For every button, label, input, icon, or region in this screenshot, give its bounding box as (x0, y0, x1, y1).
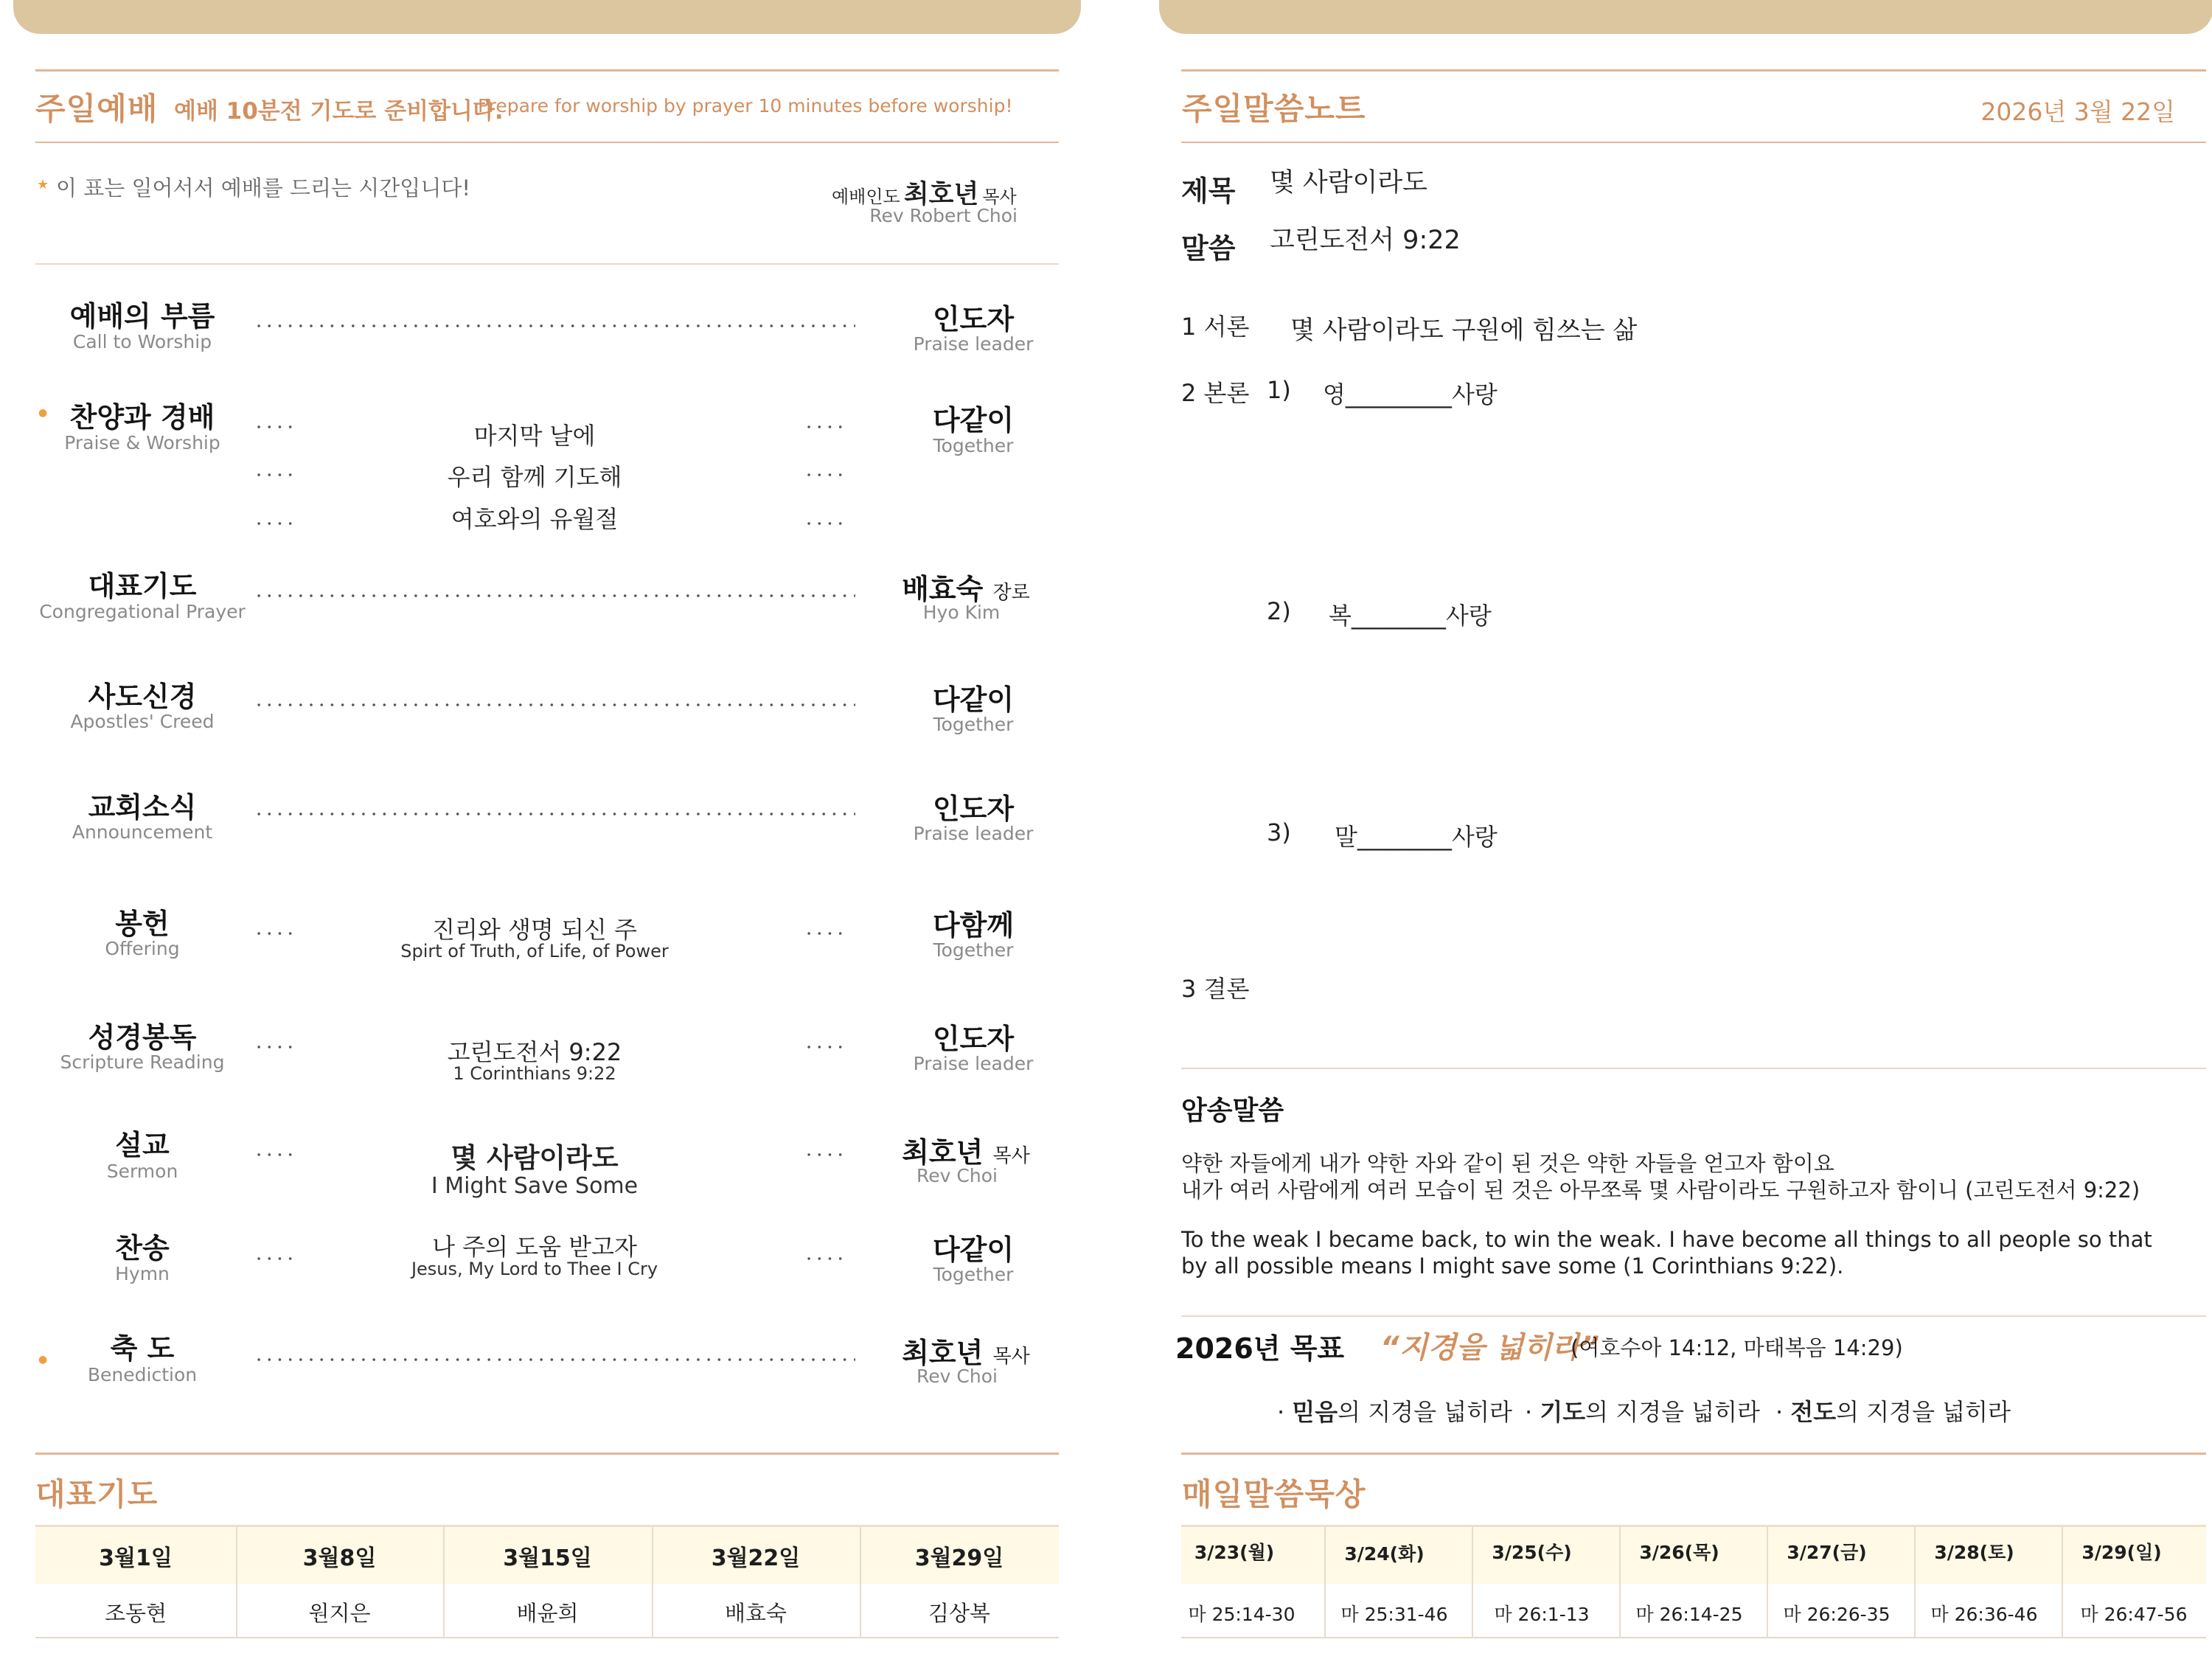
daily-reference: 마 26:1-13 (1494, 1604, 1590, 1625)
worship-subtitle-en: Prepare for worship by prayer 10 minutes before worship! (478, 95, 1013, 116)
point-number: 1) (1267, 376, 1291, 404)
leader-dots (254, 930, 298, 937)
scripture-text: 고린도전서 9:22 (1270, 226, 1461, 255)
daily-date: 3/25(수) (1492, 1542, 1572, 1563)
order-leader: 배효숙 장로 (902, 573, 1030, 605)
order-item-subtitle: Congregational Prayer (39, 601, 246, 622)
daily-date: 3/27(금) (1787, 1542, 1867, 1563)
worship-title: 주일예배 (35, 91, 159, 127)
order-leader-en: Praise leader (913, 333, 1034, 355)
leader-dots (254, 471, 298, 479)
daily-reference: 마 26:26-35 (1783, 1604, 1891, 1625)
leader-dots (804, 1151, 848, 1158)
goal-item: · 믿음의 지경을 넓히라 (1277, 1398, 1512, 1426)
order-item-title: 예배의 부름 (69, 300, 215, 333)
leader-dots (804, 520, 848, 527)
daily-date: 3/28(토) (1934, 1542, 2014, 1563)
star-icon: ● (38, 407, 48, 419)
sermon-title-en: I Might Save Some (431, 1173, 639, 1199)
memory-ko-line: 약한 자들에게 내가 약한 자와 같이 된 것은 약한 자들을 얻고자 함이요 (1181, 1151, 1834, 1176)
order-leader-en: Hyo Kim (922, 602, 1001, 623)
order-leader: 다같이 (932, 404, 1015, 437)
goal-item: · 전도의 지경을 넓히라 (1775, 1398, 2011, 1426)
leader-dots (804, 423, 848, 431)
point-blank: 복________사랑 (1329, 602, 1492, 630)
leader-dots (254, 1255, 298, 1262)
order-item-title: 찬송 (115, 1232, 170, 1265)
order-leader: 최호년 목사 (902, 1136, 1030, 1169)
prayer-date: 3월1일 (99, 1545, 173, 1571)
leader-dots (254, 592, 855, 599)
point-number: 2) (1267, 597, 1291, 625)
order-leader: 다같이 (932, 684, 1015, 716)
prayer-date: 3월29일 (914, 1545, 1004, 1571)
star-icon: ● (38, 1354, 48, 1366)
divider (1181, 142, 2206, 143)
prayer-name: 배효숙 (724, 1601, 787, 1626)
daily-reading-title: 매일말씀묵상 (1182, 1476, 1366, 1512)
daily-reference: 마 26:47-56 (2080, 1604, 2188, 1625)
order-item-subtitle: Scripture Reading (60, 1051, 225, 1073)
leader-dots (254, 520, 298, 527)
order-leader: 다함께 (932, 909, 1015, 942)
subject-label: 제목 (1181, 175, 1236, 207)
column-divider (1619, 1527, 1621, 1638)
leader-dots (254, 423, 298, 431)
order-leader-en: Together (933, 1264, 1014, 1285)
point-blank: 말________사랑 (1335, 823, 1498, 851)
daily-reference: 마 25:14-30 (1188, 1604, 1295, 1625)
memory-ko-line: 내가 여러 사람에게 여러 모습이 된 것은 아무쪼록 몇 사람이라도 구원하고자 함이니 (고린도전서 9:22) (1181, 1178, 2140, 1203)
prayer-title: 대표기도 (35, 1476, 159, 1512)
left-header-tab (13, 0, 1081, 34)
order-leader: 다같이 (932, 1234, 1015, 1266)
conclusion-label: 3 결론 (1181, 975, 1250, 1003)
goal-item: · 기도의 지경을 넓히라 (1525, 1398, 1760, 1426)
divider (35, 1637, 1059, 1638)
song-title: 여호와의 유월절 (451, 505, 619, 533)
star-icon: ★ (37, 177, 49, 192)
order-leader-en: Rev Choi (917, 1165, 998, 1186)
order-item-title: 찬양과 경배 (69, 401, 215, 434)
order-leader-en: Together (933, 714, 1014, 735)
divider (1181, 1315, 2206, 1317)
leader-dots (804, 471, 848, 479)
goal-reference: (여호수아 14:12, 마태복음 14:29) (1571, 1335, 1903, 1360)
order-item-title: 성경봉독 (88, 1021, 197, 1054)
divider (35, 69, 1059, 72)
divider (35, 1453, 1059, 1455)
point-blank: 영_________사랑 (1323, 380, 1498, 408)
leader-dots (254, 810, 855, 818)
order-item-subtitle: Hymn (115, 1263, 170, 1284)
leader-dots (804, 1255, 848, 1262)
hymn-title-en: Spirt of Truth, of Life, of Power (400, 941, 669, 961)
worship-leader-en: Rev Robert Choi (869, 205, 1018, 226)
order-item-subtitle: Announcement (72, 821, 213, 843)
column-divider (1767, 1527, 1768, 1638)
daily-date: 3/26(목) (1639, 1542, 1719, 1563)
divider (1181, 1453, 2206, 1455)
order-item-subtitle: Praise & Worship (64, 432, 220, 453)
prayer-name: 김상복 (928, 1601, 991, 1626)
divider (1181, 1068, 2206, 1069)
body-label: 2 본론 (1181, 379, 1250, 407)
scripture-ref: 고린도전서 9:22 (447, 1038, 622, 1066)
order-item-subtitle: Offering (105, 938, 180, 959)
prayer-date: 3월15일 (503, 1545, 592, 1571)
prayer-name: 배윤희 (516, 1601, 579, 1626)
sermon-notes-title: 주일말씀노트 (1182, 91, 1366, 127)
order-leader-en: Together (933, 939, 1014, 961)
order-leader: 인도자 (932, 793, 1015, 825)
order-item-title: 봉헌 (115, 908, 170, 940)
order-item-title: 대표기도 (88, 570, 197, 602)
goal-title: 2026년 목표 (1175, 1332, 1345, 1365)
hymn-title-en: Jesus, My Lord to Thee I Cry (411, 1259, 658, 1279)
intro-text: 몇 사람이라도 구원에 힘쓰는 삶 (1290, 316, 1638, 345)
leader-dots (254, 322, 855, 330)
order-item-subtitle: Benediction (87, 1364, 198, 1385)
leader-dots (254, 1043, 298, 1051)
order-leader: 인도자 (932, 303, 1015, 335)
scripture-ref-en: 1 Corinthians 9:22 (453, 1063, 616, 1084)
daily-date: 3/24(화) (1344, 1543, 1425, 1565)
divider (1181, 69, 2206, 72)
order-item-title: 사도신경 (88, 681, 197, 713)
memory-en-line: by all possible means I might save some (1 Corinthians 9:22). (1181, 1253, 1844, 1279)
standing-notice: 이 표는 일어서서 예배를 드리는 시간입니다! (56, 175, 470, 201)
worship-subtitle-ko: 예배 10분전 기도로 준비합니다. (174, 98, 504, 125)
sermon-title: 몇 사람이라도 (451, 1142, 619, 1174)
memory-en-line: To the weak I became back, to win the weak. I have become all things to all people so that (1181, 1227, 2152, 1252)
order-item-title: 교회소식 (88, 791, 197, 824)
subject-text: 몇 사람이라도 (1270, 168, 1427, 198)
sermon-date: 2026년 3월 22일 (1980, 97, 2175, 126)
daily-reference: 마 26:36-46 (1930, 1604, 2038, 1625)
divider (1181, 1637, 2206, 1638)
leader-dots (804, 1043, 848, 1051)
goal-motto: “지경을 넓히라” (1380, 1331, 1600, 1365)
column-divider (1324, 1527, 1326, 1638)
column-divider (2062, 1527, 2063, 1638)
column-divider (1914, 1527, 1916, 1638)
leader-dots (254, 1151, 298, 1158)
leader-dots (254, 701, 855, 709)
hymn-title: 진리와 생명 되신 주 (432, 916, 637, 944)
point-number: 3) (1267, 818, 1291, 846)
intro-label: 1 서론 (1181, 313, 1250, 341)
hymn-title: 나 주의 도움 받고자 (432, 1233, 637, 1261)
leader-dots (804, 930, 848, 937)
prayer-name: 원지은 (308, 1601, 371, 1626)
divider (35, 142, 1059, 143)
column-divider (1472, 1527, 1473, 1638)
order-leader-en: Praise leader (913, 823, 1034, 844)
song-title: 마지막 날에 (473, 422, 596, 450)
song-title: 우리 함께 기도해 (447, 463, 622, 491)
daily-reference: 마 25:31-46 (1340, 1604, 1448, 1625)
order-leader-en: Rev Choi (917, 1366, 998, 1387)
order-item-title: 축 도 (110, 1332, 175, 1365)
worship-leader: 예배인도 최호년 목사 (832, 180, 1017, 209)
prayer-name: 조동현 (104, 1601, 167, 1626)
daily-reference: 마 26:14-25 (1635, 1604, 1743, 1625)
divider (35, 263, 1059, 265)
memory-title: 암송말씀 (1181, 1096, 1284, 1126)
order-leader-en: Together (933, 435, 1014, 456)
order-item-subtitle: Apostles' Creed (70, 711, 215, 732)
order-leader-en: Praise leader (913, 1053, 1034, 1074)
order-item-title: 설교 (115, 1129, 170, 1161)
order-item-subtitle: Sermon (106, 1161, 178, 1182)
prayer-date: 3월22일 (711, 1545, 801, 1571)
order-leader: 최호년 목사 (902, 1337, 1030, 1369)
scripture-label: 말씀 (1181, 232, 1236, 265)
right-header-tab (1159, 0, 2212, 34)
leader-dots (254, 1356, 855, 1363)
order-leader: 인도자 (932, 1023, 1015, 1055)
prayer-date: 3월8일 (302, 1545, 377, 1571)
daily-date: 3/29(일) (2081, 1542, 2162, 1563)
daily-date: 3/23(월) (1194, 1542, 1275, 1563)
order-item-subtitle: Call to Worship (72, 331, 212, 352)
